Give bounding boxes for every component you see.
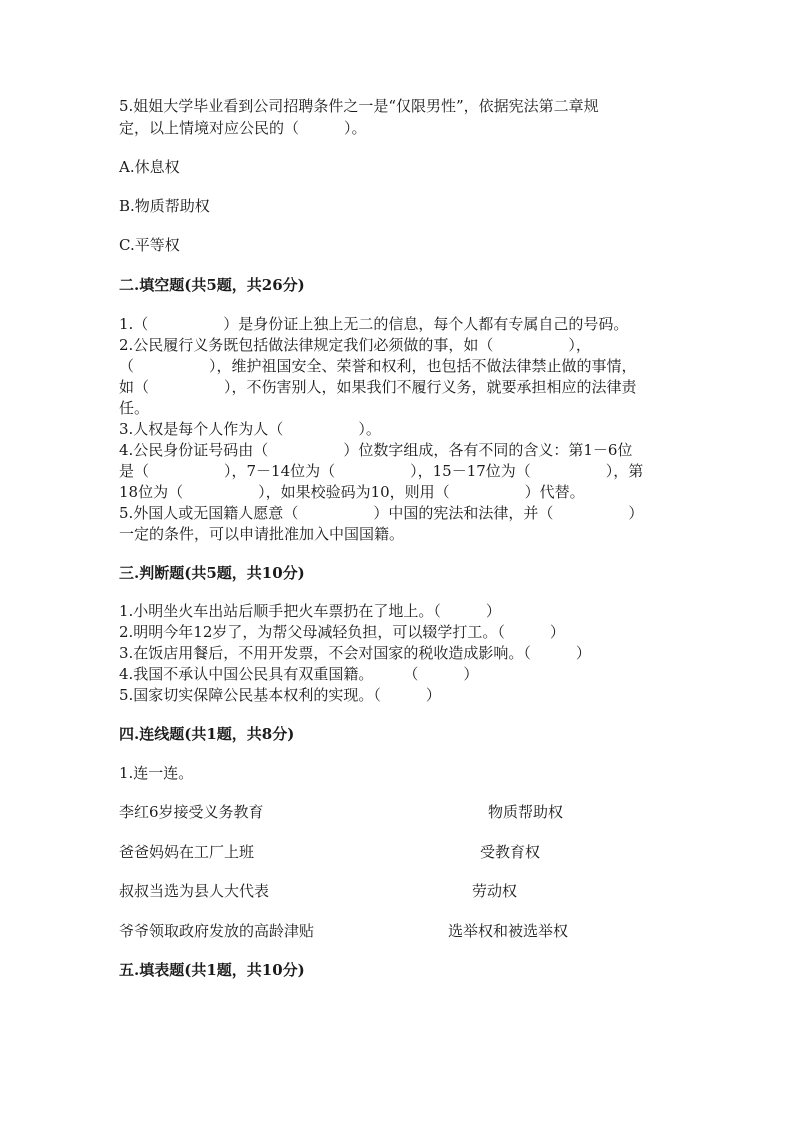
section-5-heading: 五.填表题(共1题，共10分) [119, 961, 305, 979]
judge-line: 5.国家切实保障公民基本权利的实现。（ ） [119, 686, 441, 704]
section-2-heading: 二.填空题(共5题，共26分) [119, 276, 305, 294]
judge-line: 3.在饭店用餐后，不用开发票，不会对国家的税收造成影响。（ ） [119, 644, 591, 662]
fill-line: 2.公民履行义务既包括做法律规定我们必须做的事，如（ ）， [119, 336, 591, 354]
fill-line: 如（ ），不伤害别人，如果我们不履行义务，就要承担相应的法律责 [119, 378, 637, 396]
q5-option-a: A.休息权 [119, 158, 180, 176]
judge-line: 1.小明坐火车出站后顺手把火车票扔在了地上。（ ） [119, 602, 501, 620]
match-left-item: 叔叔当选为县人大代表 [119, 882, 270, 900]
match-right-item: 物质帮助权 [488, 803, 564, 821]
section-4-heading: 四.连线题(共1题，共8分) [119, 725, 295, 743]
match-right-item: 劳动权 [472, 882, 518, 900]
judge-line: 4.我国不承认中国公民具有双重国籍。 （ ） [119, 665, 479, 683]
match-right-item: 选举权和被选举权 [448, 922, 569, 940]
fill-line: 4.公民身份证号码由（ ）位数字组成，各有不同的含义：第1－6位 [119, 441, 633, 459]
fill-line: 3.人权是每个人作为人（ ）。 [119, 420, 381, 438]
match-left-item: 爸爸妈妈在工厂上班 [119, 843, 255, 861]
judge-line: 2.明明今年12岁了，为帮父母减轻负担，可以辍学打工。（ ） [119, 623, 565, 641]
q5-line-1: 5.姐姐大学毕业看到公司招聘条件之一是“仅限男性”，依据宪法第二章规 [119, 97, 599, 115]
match-left-item: 爷爷领取政府发放的高龄津贴 [119, 922, 315, 940]
fill-line: 1.（ ）是身份证上独上无二的信息，每个人都有专属自己的号码。 [119, 315, 629, 333]
fill-line: （ ），维护祖国安全、荣誉和权利，也包括不做法律禁止做的事情， [119, 357, 637, 375]
match-prompt: 1.连一连。 [119, 764, 194, 782]
q5-option-c: C.平等权 [119, 236, 180, 254]
fill-line: 一定的条件，可以申请批准加入中国国籍。 [119, 525, 405, 543]
match-right-item: 受教育权 [480, 843, 541, 861]
fill-line: 任。 [119, 399, 150, 417]
fill-line: 18位为（ ），如果校验码为10，则用（ ）代替。 [119, 483, 585, 501]
q5-line-2: 定，以上情境对应公民的（ ）。 [119, 119, 367, 137]
fill-line: 5.外国人或无国籍人愿意（ ）中国的宪法和法律，并（ ） [119, 504, 644, 522]
q5-option-b: B.物质帮助权 [119, 197, 210, 215]
match-left-item: 李红6岁接受义务教育 [119, 803, 264, 821]
section-3-heading: 三.判断题(共5题，共10分) [119, 564, 305, 582]
fill-line: 是（ ），7－14位为（ ），15－17位为（ ），第 [119, 462, 644, 480]
